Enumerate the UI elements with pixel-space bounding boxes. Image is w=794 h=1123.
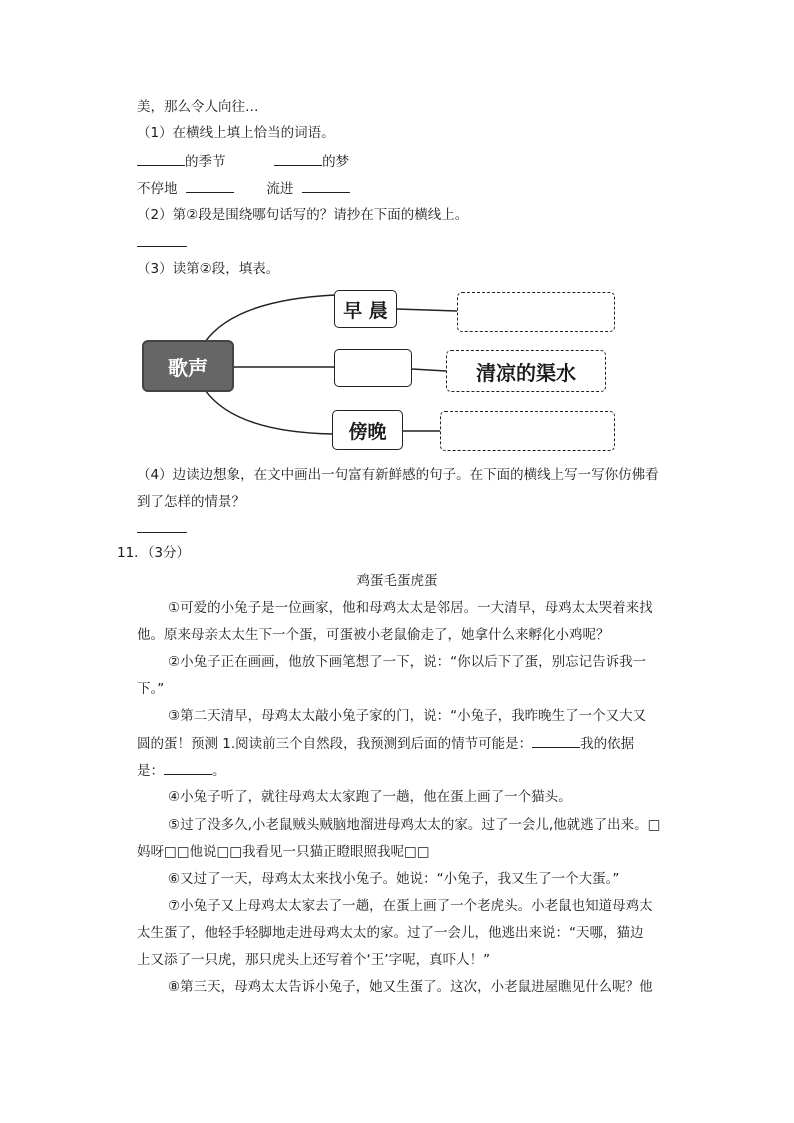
map-node-water: 清凉的渠水 (446, 350, 606, 392)
question-3: （3）读第②段，填表。 (137, 261, 280, 277)
question-2: （2）第②段是围绕哪句话写的？请抄在下面的横线上。 (137, 207, 469, 223)
paragraph-6: ⑥又过了一天，母鸡太太来找小兔子。她说：“小兔子，我又生了一个大蛋。” (168, 871, 620, 887)
paragraph-5-cont: 妈呀□□他说□□我看见一只猫正瞪眼照我呢□□ (137, 844, 430, 860)
blank-label: 的季节 (185, 154, 226, 170)
paragraph-5: ⑤过了没多久,小老鼠贼头贼脑地溜进母鸡太太的家。过了一会儿,他就逃了出来。□ (168, 817, 661, 833)
paragraph-4: ④小兔子听了，就往母鸡太太家跑了一趟，他在蛋上画了一个猫头。 (168, 789, 572, 805)
answer-blank[interactable] (137, 518, 187, 533)
map-answer-box-middle[interactable] (334, 349, 412, 387)
paragraph-7: ⑦小兔子又上母鸡太太家去了一趟，在蛋上画了一个老虎头。小老鼠也知道母鸡太 (168, 898, 653, 914)
map-center-node: 歌声 (142, 340, 234, 392)
paragraph-3-cont2 (137, 760, 226, 781)
question-11-heading: 11．（3分） (117, 545, 191, 561)
paragraph-3-cont (137, 733, 634, 754)
question-1: （1）在横线上填上恰当的词语。 (137, 125, 335, 141)
paragraph-3: ③第二天清早，母鸡太太敲小兔子家的门，说：“小兔子，我昨晚生了一个又大又 (168, 708, 647, 724)
paragraph-7-cont2: 上又添了一只虎，那只虎头上还写着个‘王’字呢，真吓人！” (137, 952, 491, 968)
text-line: 美，那么令人向往… (137, 99, 259, 115)
answer-blank[interactable] (532, 733, 580, 748)
answer-blank[interactable] (164, 760, 212, 775)
paragraph-1-cont: 他。原来母亲太太生下一个蛋，可蛋被小老鼠偷走了，她拿什么来孵化小鸡呢？ (137, 627, 610, 643)
question-4-cont: 到了怎样的情景？ (137, 494, 245, 510)
map-answer-box-evening[interactable] (440, 411, 615, 451)
map-node-evening: 傍晚 (332, 410, 403, 450)
paragraph-7-cont: 太生蛋了，他轻手轻脚地走进母鸡太太的家。过了一会儿，他逃出来说：“天哪，猫边 (137, 925, 644, 941)
paragraph-8: ⑧第三天，母鸡太太告诉小兔子，她又生蛋了。这次，小老鼠进屋瞧见什么呢？他 (168, 979, 653, 995)
paragraph-2: ②小兔子正在画画，他放下画笔想了一下，说：“你以后下了蛋，别忘记告诉我一 (168, 654, 647, 670)
question-4: （4）边读边想象，在文中画出一句富有新鲜感的句子。在下面的横线上写一写你仿佛看 (137, 467, 659, 483)
map-answer-box-morning[interactable] (457, 292, 615, 332)
paragraph-2-cont: 下。” (137, 681, 165, 697)
paragraph-1: ①可爱的小兔子是一位画家，他和母鸡太太是邻居。一大清早，母鸡太太哭着来找 (168, 600, 653, 616)
blank-label: 流进 (266, 181, 294, 197)
story-title: 鸡蛋毛蛋虎蛋 (356, 573, 438, 589)
map-node-morning: 早 晨 (334, 290, 397, 328)
text-span: 是： (137, 763, 164, 779)
blank-label: 的梦 (322, 154, 350, 170)
text-span: 圆的蛋！预测 1.阅读前三个自然段，我预测到后面的情节可能是： (137, 736, 533, 752)
answer-line (137, 518, 187, 539)
text-span: 我的依据 (580, 736, 635, 752)
text-span: 。 (212, 763, 226, 779)
blank-label: 不停地 (137, 181, 178, 197)
